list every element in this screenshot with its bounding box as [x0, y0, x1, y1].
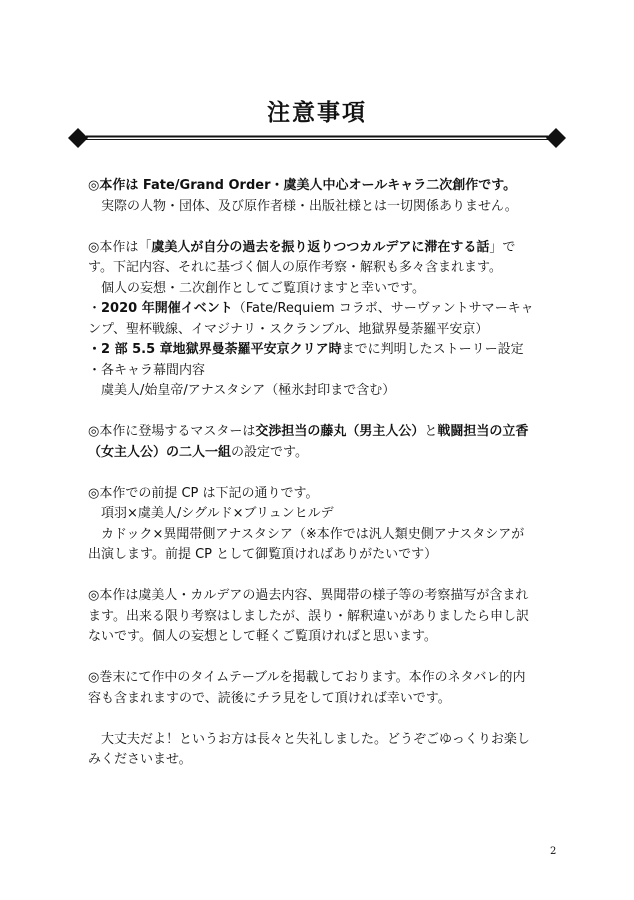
notice-paragraph — [88, 668, 558, 709]
notice-text: ◎巻末にて作中のタイムテーブルを掲載しております。本作のネタバレ的内 — [88, 670, 526, 685]
emphasized-text: （女主人公）の二人一組 — [88, 444, 232, 460]
notice-line — [88, 545, 558, 566]
emphasized-text: 戦闘担当の立香 — [437, 424, 529, 439]
notice-text: ◎本作は「 — [88, 239, 152, 255]
emphasized-text: 交渉担当の藤丸（男主人公） — [255, 424, 425, 439]
notice-text: 項羽×虞美人/シグルド×ブリュンヒルデ — [101, 506, 334, 521]
notice-line — [88, 422, 558, 443]
notice-text: 大丈夫だよ！というお方は長々と失礼しました。どうぞごゆっくりお楽し — [101, 731, 530, 747]
emphasized-text: 2020 年開催イベント — [101, 301, 233, 316]
title-divider — [68, 128, 566, 148]
notice-line — [88, 197, 558, 218]
notice-line — [88, 361, 558, 382]
notice-line — [88, 176, 558, 197]
notice-text: ・各キャラ幕間内容 — [88, 362, 206, 378]
divider-right-diamond — [546, 128, 566, 148]
notice-paragraph — [88, 484, 558, 566]
notice-text: 虞美人/始皇帝/アナスタシア（極氷封印まで含む） — [101, 383, 396, 398]
notice-text: と — [424, 424, 438, 439]
page-title: 注意事項 — [267, 99, 367, 126]
notice-text: ンプ、聖杯戦線、イマジナリ・スクランブル、地獄界曼荼羅平安京） — [88, 321, 489, 337]
notice-line — [88, 586, 558, 607]
notice-text: ・ — [88, 301, 102, 316]
notice-text: ◎本作に登場するマスターは — [88, 424, 256, 439]
notice-paragraph — [88, 586, 558, 648]
notice-line — [88, 730, 558, 751]
notice-line — [88, 525, 558, 546]
emphasized-text: ・2 部 5.5 章地獄界曼荼羅平安京クリア時 — [88, 342, 342, 357]
notice-text: 出演します。前提 CP として御覧頂ければありがたいです） — [88, 547, 438, 562]
notice-text: す。下記内容、それに基づく個人の原作考察・解釈も多々含まれます。 — [88, 260, 502, 275]
notice-line — [88, 320, 558, 341]
page-number: 2 — [550, 846, 557, 857]
notice-line — [88, 299, 558, 320]
emphasized-text: 虞美人が自分の過去を振り返りつつカルデアに滞在する話 — [151, 239, 490, 255]
notice-text: 実際の人物・団体、及び原作者様・出版社様とは一切関係ありません。 — [101, 198, 518, 214]
notice-text: 容も含まれますので、読後にチラ見をして頂ければ幸いです。 — [88, 690, 451, 706]
notice-text: ます。出来る限り考察はしましたが、誤り・解釈違いがありましたら申し訳 — [88, 608, 529, 624]
notice-paragraph — [88, 176, 558, 217]
notice-paragraph — [88, 422, 558, 463]
notice-line — [88, 258, 558, 279]
notice-line — [88, 750, 558, 771]
notice-line — [88, 668, 558, 689]
notice-line — [88, 279, 558, 300]
divider-line-top — [86, 136, 548, 138]
notice-text: ◎本作での前提 CP は下記の通りです。 — [88, 485, 319, 501]
notice-text: ◎本作は虞美人・カルデアの過去内容、異聞帯の様子等の考察描写が含まれ — [88, 588, 529, 603]
notice-line — [88, 340, 558, 361]
notice-line — [88, 627, 558, 648]
notice-text: カドック×異聞帯側アナスタシア（※本作では汎人類史側アナスタシアが — [101, 526, 525, 542]
notice-body — [88, 176, 558, 791]
notice-paragraph — [88, 238, 558, 402]
emphasized-text: ◎本作は Fate/Grand Order・虞美人中心オールキャラ二次創作です。 — [88, 178, 517, 193]
notice-text: までに判明したストーリー設定 — [341, 342, 524, 357]
notice-line — [88, 504, 558, 525]
notice-text: ないです。個人の妄想として軽くご覧頂ければと思います。 — [88, 629, 437, 644]
notice-paragraph — [88, 730, 558, 771]
notice-text: の設定です。 — [231, 444, 308, 460]
notice-line — [88, 381, 558, 402]
notice-line — [88, 689, 558, 710]
notice-line — [88, 607, 558, 628]
divider-line-bottom — [86, 139, 548, 140]
notice-line — [88, 443, 558, 464]
notice-text: 」で — [489, 239, 516, 255]
notice-text: みくださいませ。 — [88, 752, 192, 767]
notice-text: 個人の妄想・二次創作としてご覧頂けますと幸いです。 — [101, 280, 425, 296]
notice-line — [88, 238, 558, 259]
notice-line — [88, 484, 558, 505]
notice-text: （Fate/Requiem コラボ、サーヴァントサマーキャ — [232, 301, 534, 316]
divider-left-diamond — [68, 128, 88, 148]
